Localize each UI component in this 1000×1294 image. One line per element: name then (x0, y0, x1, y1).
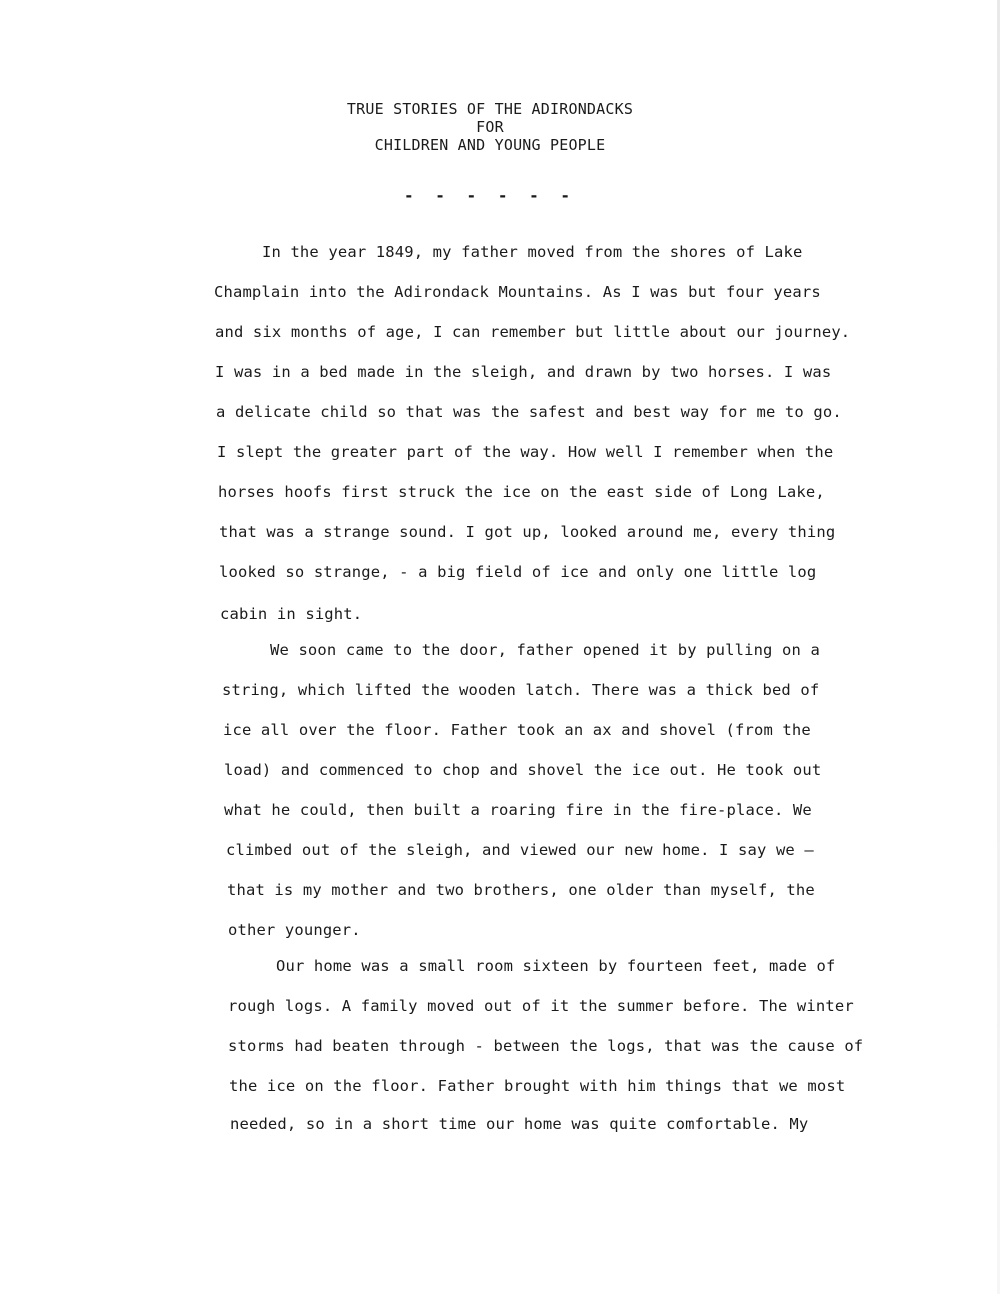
body-line: horses hoofs first struck the ice on the east side of Long Lake, (218, 483, 825, 501)
body-line: rough logs. A family moved out of it the summer before. The winter (228, 997, 854, 1015)
document-title (280, 100, 700, 154)
body-line: that is my mother and two brothers, one older than myself, the (227, 881, 815, 899)
body-line: climbed out of the sleigh, and viewed our new home. I say we — (226, 841, 814, 859)
body-line: Champlain into the Adirondack Mountains. As I was but four years (214, 283, 821, 301)
title-line-1: TRUE STORIES OF THE ADIRONDACKS (346, 100, 634, 118)
body-line: needed, so in a short time our home was quite comfortable. My (230, 1115, 809, 1133)
body-line: Our home was a small room sixteen by fourteen feet, made of (276, 957, 836, 975)
body-line: what he could, then built a roaring fire in the fire-place. We (224, 801, 812, 819)
body-line: ice all over the floor. Father took an ax and shovel (from the (223, 721, 811, 739)
body-line: load) and commenced to chop and shovel the ice out. He took out (224, 761, 822, 779)
body-line: I was in a bed made in the sleigh, and drawn by two horses. I was (215, 363, 832, 381)
body-line: other younger. (228, 921, 361, 939)
body-line: I slept the greater part of the way. How well I remember when the (217, 443, 834, 461)
body-line: the ice on the floor. Father brought with him things that we most (229, 1077, 846, 1095)
body-line: looked so strange, - a big field of ice and only one little log (219, 563, 817, 581)
body-line: storms had beaten through - between the logs, that was the cause of (228, 1037, 864, 1055)
body-line: In the year 1849, my father moved from the shores of Lake (262, 243, 803, 261)
body-line: string, which lifted the wooden latch. There was a thick bed of (222, 681, 820, 699)
body-line: cabin in sight. (220, 605, 363, 623)
title-separator: - - - - - - (404, 186, 576, 205)
title-line-3: CHILDREN AND YOUNG PEOPLE (374, 136, 606, 154)
title-line-2: FOR (476, 118, 504, 136)
body-line: that was a strange sound. I got up, looked around me, every thing (219, 523, 836, 541)
body-line: and six months of age, I can remember but little about our journey. (215, 323, 851, 341)
body-line: We soon came to the door, father opened it by pulling on a (270, 641, 820, 659)
body-line: a delicate child so that was the safest and best way for me to go. (216, 403, 842, 421)
